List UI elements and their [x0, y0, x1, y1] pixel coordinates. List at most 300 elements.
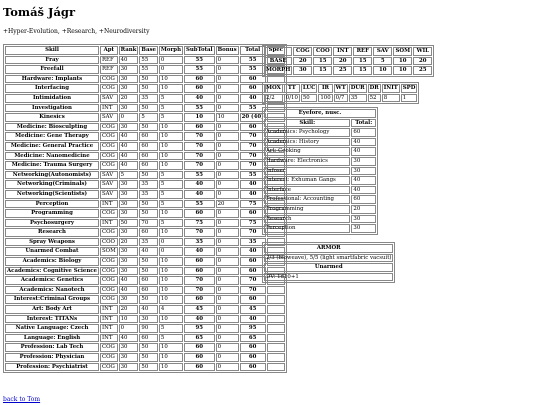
table-cell: Infosec [264, 167, 350, 176]
table-cell: 40 [351, 176, 376, 185]
table-cell: SAV [100, 113, 118, 122]
table-cell: 60 [139, 132, 158, 141]
table-cell: COG [100, 123, 118, 132]
table-row [264, 157, 376, 166]
column-header: DUR [350, 85, 365, 91]
table-cell: 30 [119, 104, 139, 113]
derived-stats-table [262, 82, 419, 104]
table-cell: 20 (40) [241, 114, 264, 121]
table-cell: 55 [184, 171, 215, 180]
table-cell: 55 [184, 104, 215, 113]
table-row [5, 84, 285, 93]
table-cell: 15 [353, 57, 372, 66]
table-row [264, 128, 376, 137]
table-row [264, 205, 376, 214]
table-cell: 60 [139, 276, 158, 285]
table-cell: 40 [184, 247, 215, 256]
table-cell: 0/7 [334, 94, 348, 103]
table-cell: 0 [216, 75, 239, 84]
table-row [264, 195, 376, 204]
table-cell: 10 [159, 84, 183, 93]
table-cell: 0 [216, 324, 239, 333]
table-cell: 60 [184, 267, 215, 276]
table-cell: 75 [240, 200, 266, 209]
table-cell: 5 [159, 219, 183, 228]
table-cell: 10 [159, 228, 183, 237]
table-cell: Profession: Physician [5, 353, 99, 362]
table-cell: 0 [216, 171, 239, 180]
table-cell: 40 [119, 334, 139, 343]
table-cell: 10 [159, 132, 183, 141]
table-cell: Fray [5, 56, 99, 65]
table-cell: 50 [139, 295, 158, 304]
table-cell: SOM [101, 248, 116, 255]
table-cell: COG [100, 363, 118, 372]
table-cell: 0 [159, 56, 183, 65]
armor-title: ARMOR [264, 244, 393, 253]
table-cell: 50 [139, 257, 158, 266]
table-cell: 5 [159, 190, 183, 199]
table-cell: 20 [333, 57, 352, 66]
table-cell: 40 [184, 315, 215, 324]
table-cell: 40 [119, 152, 139, 161]
table-cell: 35 [139, 180, 158, 189]
table-cell: 40 [184, 180, 215, 189]
table-cell: 55 [139, 65, 158, 74]
table-cell: 50 [139, 353, 158, 362]
table-cell: Kinesics [5, 113, 99, 122]
table-cell: 55 [240, 56, 266, 65]
table-cell: 0 [216, 238, 239, 247]
table-cell: 30 [119, 180, 139, 189]
table-cell [267, 315, 285, 324]
table-cell [267, 286, 285, 295]
table-cell: 30 [119, 353, 139, 362]
table-row [5, 56, 285, 65]
table-cell: 90 [139, 324, 158, 333]
table-cell: INT [100, 104, 118, 113]
table-cell [267, 324, 285, 333]
column-header: LUC [302, 85, 316, 91]
table-cell: 10 [159, 123, 183, 132]
table-cell: 0 [216, 363, 239, 372]
back-link[interactable]: back to Tom [3, 396, 41, 403]
table-cell: Interest:Criminal Groups [5, 295, 99, 304]
table-row [264, 224, 376, 233]
table-cell: 35 [349, 94, 367, 103]
table-cell: Networking(Criminals) [5, 180, 99, 189]
table-row [5, 200, 285, 209]
table-cell: 55 [184, 200, 215, 209]
table-cell: INT [100, 334, 118, 343]
table-cell: 10 [159, 343, 183, 352]
table-cell: 0 [216, 123, 239, 132]
attributes-table [262, 45, 434, 77]
table-cell: Interest: Exhuman Gangs [264, 176, 350, 185]
table-cell: Academics: Genetics [5, 276, 99, 285]
skills-table [3, 44, 287, 373]
table-cell: 10 [159, 315, 183, 324]
table-cell: 70 [240, 276, 266, 285]
table-cell: 60 [139, 142, 158, 151]
traits-text: +Hyper-Evolution, +Research, +Neurodiversity [3, 28, 150, 35]
column-header: Base [141, 47, 156, 53]
table-cell: COG [100, 267, 118, 276]
table-cell: 10 [159, 209, 183, 218]
table-cell: 60 [240, 363, 266, 372]
table-cell: 10 [393, 57, 412, 66]
table-cell: 70 [184, 152, 215, 161]
table-cell: 60 [184, 343, 215, 352]
table-cell: 10 [159, 267, 183, 276]
table-cell [267, 353, 285, 362]
table-cell: 60 [184, 363, 215, 372]
table-cell: Academics: Cognitive Science [7, 267, 97, 274]
table-cell: 30 [351, 215, 376, 224]
table-row [5, 171, 285, 180]
table-cell: 50 [139, 123, 158, 132]
table-cell: 0 [216, 343, 239, 352]
table-cell: 60 [240, 257, 266, 266]
table-cell: 50 [139, 104, 158, 113]
table-cell: 50 [139, 200, 158, 209]
table-cell: 55 [240, 65, 266, 74]
table-cell: 50 [139, 363, 158, 372]
table-cell: 35 [184, 238, 215, 247]
table-cell: 0 [216, 152, 239, 161]
table-cell: 20 [119, 94, 139, 103]
table-cell: 60 [139, 161, 158, 170]
table-row [5, 334, 285, 343]
column-header: REF [353, 47, 372, 56]
table-cell: 55 [184, 65, 215, 74]
table-cell: 70 [240, 228, 266, 237]
table-cell: 30 [119, 84, 139, 93]
table-cell: 0 [216, 276, 239, 285]
table-cell: 60 [184, 84, 215, 93]
table-row [5, 219, 285, 228]
table-row [5, 286, 285, 295]
table-cell: 70 [240, 286, 266, 295]
table-cell: 20 [413, 57, 432, 66]
table-cell: 40 [139, 305, 158, 314]
table-cell: 0 [159, 238, 183, 247]
table-cell: 70 [184, 132, 215, 141]
table-cell: 0 [216, 104, 239, 113]
table-cell: 30 [119, 65, 139, 74]
table-cell: 5 [159, 180, 183, 189]
table-cell: 20 [216, 200, 239, 209]
table-row [5, 238, 285, 247]
table-cell: 60 [184, 257, 215, 266]
table-cell: 10 [159, 142, 183, 151]
table-cell: 40 [119, 286, 139, 295]
table-cell: 50 [139, 343, 158, 352]
table-cell: 60 [351, 128, 376, 137]
table-cell: 70 [184, 142, 215, 151]
table-cell: Native Language: Czech [5, 324, 99, 333]
table-cell: 40 [119, 161, 139, 170]
table-cell: 60 [240, 343, 266, 352]
table-cell: 5 [159, 104, 183, 113]
table-cell: SAV [100, 180, 118, 189]
table-row [264, 167, 376, 176]
table-cell [267, 363, 285, 372]
table-cell: 60 [240, 123, 266, 132]
table-row [5, 209, 285, 218]
table-cell: 0 [216, 142, 239, 151]
table-cell: Professional: Accounting [264, 195, 350, 204]
table-cell: Programming [5, 209, 99, 218]
table-cell: 0 [216, 56, 239, 65]
column-header: Morph [160, 47, 181, 53]
table-row [5, 363, 285, 372]
table-cell: 25 [413, 66, 432, 75]
table-cell: 60 [240, 267, 266, 276]
table-cell: 4 [159, 305, 183, 314]
table-row [264, 176, 376, 185]
table-cell [267, 295, 285, 304]
table-cell: Interfacing [5, 84, 99, 93]
table-cell: 10 [373, 66, 392, 75]
table-cell: 10 [159, 257, 183, 266]
table-cell: 30 [119, 200, 139, 209]
column-header: INIT [383, 85, 398, 91]
table-cell: 0 [216, 286, 239, 295]
table-cell: 0 [216, 132, 239, 141]
armor-table [262, 242, 395, 283]
column-header: COO [313, 47, 332, 56]
table-cell: COG [100, 132, 118, 141]
table-cell: 5 [373, 57, 392, 66]
table-cell: 30 [119, 228, 139, 237]
table-cell: 30 [293, 66, 312, 75]
table-cell: 20 [119, 238, 139, 247]
table-cell: 40 [240, 315, 266, 324]
table-row [5, 267, 285, 276]
table-cell: 0 [216, 257, 239, 266]
table-row [5, 257, 285, 266]
unarmed-title: Unarmed [264, 263, 393, 272]
column-header: SPD [402, 85, 416, 91]
column-header: Bonus [217, 47, 237, 53]
column-header: Skill [5, 46, 99, 55]
table-cell: 65 [240, 334, 266, 343]
table-cell: 70 [240, 142, 266, 151]
table-cell: 50 [301, 94, 318, 103]
table-cell: 15 [313, 57, 332, 66]
table-cell: 30 [119, 343, 139, 352]
table-cell: 50 [139, 209, 158, 218]
table-cell: 0 [216, 334, 239, 343]
table-cell: 52 [368, 94, 381, 103]
table-cell: REF [100, 65, 118, 74]
table-cell: INT [100, 305, 118, 314]
table-cell: 40 [240, 180, 266, 189]
table-cell: 40 [119, 56, 139, 65]
table-row [5, 161, 285, 170]
table-cell: 10 [159, 295, 183, 304]
table-cell: 55 [184, 56, 215, 65]
table-cell: 0 [216, 267, 239, 276]
table-cell: 5 [159, 113, 183, 122]
column-header: WIL [413, 47, 432, 56]
table-cell: 0 [216, 228, 239, 237]
table-cell: INT [100, 315, 118, 324]
table-cell: 50 [139, 75, 158, 84]
column-header: TT [284, 84, 300, 93]
table-cell: 30 [119, 209, 139, 218]
table-cell: Freefall [5, 65, 99, 74]
table-cell: 10 [216, 113, 239, 122]
table-row [5, 180, 285, 189]
table-cell: 60 [240, 84, 266, 93]
table-cell: 35 [139, 190, 158, 199]
table-cell: Language: English [5, 334, 99, 343]
table-cell: 60 [139, 286, 158, 295]
table-cell: Interest: TITANs [5, 315, 99, 324]
table-cell: 95 [240, 324, 266, 333]
table-cell: Medicine: General Practice [5, 142, 99, 151]
table-cell: Academics: Nanotech [5, 286, 99, 295]
table-cell: COG [100, 152, 118, 161]
table-cell: 75 [240, 219, 266, 228]
table-cell: 0 [216, 219, 239, 228]
table-cell: 15 [353, 66, 372, 75]
table-cell: 5 [119, 171, 139, 180]
column-header: SAV [373, 47, 392, 56]
table-cell: Medicine: Nanomedicine [5, 152, 99, 161]
table-cell [267, 343, 285, 352]
table-cell: 60 [139, 152, 158, 161]
table-cell: 40 [351, 186, 376, 195]
column-header: Apt [100, 46, 118, 55]
column-header: IR [318, 84, 332, 93]
table-cell: 0 [119, 324, 139, 333]
table-cell: 10 [159, 75, 183, 84]
table-cell: 5 [139, 113, 158, 122]
table-cell: 8 [382, 94, 400, 103]
table-row [264, 94, 417, 103]
table-cell: Medicine: Biosculpting [5, 123, 99, 132]
column-header: SubTotal [186, 47, 213, 53]
column-header: DR [369, 85, 379, 91]
table-cell: 2/2 [264, 94, 283, 103]
table-row [264, 66, 432, 75]
table-row [264, 57, 432, 66]
table-cell: 10 [393, 66, 412, 75]
table-cell: 30 [119, 190, 139, 199]
armor-value: 2/3 (bioweave), 5/5 (light smartfabric vacsuit) [266, 254, 392, 261]
table-cell: Investigation [5, 104, 99, 113]
table-cell: 70 [240, 161, 266, 170]
table-cell: Art: Cooking [264, 147, 350, 156]
table-cell: 10 [159, 286, 183, 295]
table-cell: 60 [240, 209, 266, 218]
table-cell: 0 [216, 190, 239, 199]
table-cell: COG [100, 161, 118, 170]
column-header: Skill: [264, 119, 350, 128]
table-cell: 30 [351, 167, 376, 176]
table-cell: 30 [139, 315, 158, 324]
table-cell: INT [100, 200, 118, 209]
column-header: INT [333, 47, 352, 56]
page-title: Tomáš Jágr [3, 5, 75, 19]
table-cell: Networking(Scientists) [5, 190, 99, 199]
table-cell: 40 [351, 147, 376, 156]
column-header: Spec [268, 47, 283, 53]
table-cell: 70 [184, 286, 215, 295]
table-cell: 70 [184, 228, 215, 237]
table-cell: 5 [159, 200, 183, 209]
table-row [5, 295, 285, 304]
table-cell: 10 [159, 276, 183, 285]
table-cell: 0 [159, 247, 183, 256]
table-cell: 35 [240, 238, 266, 247]
table-cell: 25 [333, 66, 352, 75]
unarmed-value: DV: 1d10+1 [264, 273, 393, 282]
table-cell: 40 [119, 142, 139, 151]
table-cell: 60 [184, 353, 215, 362]
table-row [5, 94, 285, 103]
table-cell: 10 [184, 113, 215, 122]
column-header: MOX [266, 85, 281, 91]
table-cell: 55 [240, 171, 266, 180]
table-cell: 95 [184, 324, 215, 333]
table-cell: 55 [139, 56, 158, 65]
table-cell: Academics: Biology [5, 257, 99, 266]
table-cell: 0/10 [285, 94, 298, 101]
table-cell: SAV [100, 94, 118, 103]
table-cell: Medicine: Gene Therapy [5, 132, 99, 141]
column-header: Total [240, 46, 266, 55]
table-cell: 5 [159, 171, 183, 180]
table-cell: COG [100, 276, 118, 285]
table-cell: 20 [119, 305, 139, 314]
table-cell: 10 [159, 363, 183, 372]
table-cell: 40 [184, 190, 215, 199]
table-row [264, 215, 376, 224]
table-cell: 0 [216, 353, 239, 362]
table-cell: 10 [159, 152, 183, 161]
table-cell: 75 [184, 219, 215, 228]
table-cell: 40 [240, 247, 266, 256]
table-cell: 55 [240, 104, 266, 113]
table-cell: 70 [184, 161, 215, 170]
table-cell: 0 [216, 161, 239, 170]
table-cell: Hardware: Electronics [264, 157, 350, 166]
table-cell: 30 [119, 123, 139, 132]
table-row [5, 132, 285, 141]
table-cell: 0 [216, 180, 239, 189]
table-cell: 0 [216, 65, 239, 74]
table-cell: MORPH [266, 67, 291, 74]
table-cell: Unarmed Combat [5, 247, 99, 256]
table-cell: 20 [351, 205, 376, 214]
table-cell: SAV [100, 171, 118, 180]
column-header [264, 47, 292, 56]
table-cell: 60 [351, 195, 376, 204]
table-cell: 60 [139, 228, 158, 237]
table-cell: 40 [240, 190, 266, 199]
table-cell: 60 [240, 75, 266, 84]
table-cell: Profession: Psychiatrist [5, 363, 99, 372]
table-cell: 40 [119, 276, 139, 285]
table-row [5, 113, 285, 122]
table-cell: COG [100, 295, 118, 304]
table-cell: 10 [159, 353, 183, 362]
table-cell: 40 [119, 132, 139, 141]
